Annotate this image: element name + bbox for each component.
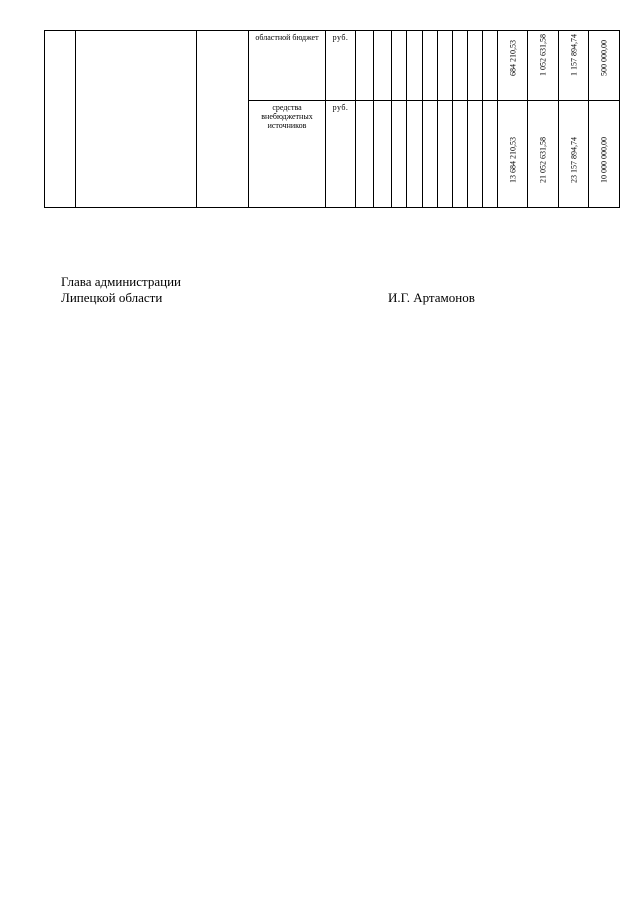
- empty-cell: [45, 31, 76, 208]
- value-text: 10 000 000,00: [599, 137, 609, 183]
- unit-cell: руб.: [326, 31, 356, 101]
- value-cell: [559, 31, 589, 101]
- empty-cell: [438, 101, 453, 208]
- value-cell: [498, 31, 528, 101]
- funding-source-cell: областной бюджет: [249, 31, 326, 101]
- empty-cell: [453, 31, 468, 101]
- value-text: 13 684 210,53: [508, 137, 517, 183]
- empty-cell: [197, 31, 249, 208]
- budget-table: [44, 30, 620, 208]
- empty-cell: [356, 31, 374, 101]
- value-text: 1 157 894,74: [569, 34, 578, 76]
- empty-cell: [483, 31, 498, 101]
- unit-cell: руб.: [326, 101, 356, 208]
- empty-cell: [407, 31, 423, 101]
- funding-source-cell: средства внебюджетных источников: [249, 101, 326, 208]
- empty-cell: [453, 101, 468, 208]
- signature-position-line: Глава администрации: [61, 274, 182, 289]
- empty-cell: [407, 101, 423, 208]
- empty-cell: [374, 101, 392, 208]
- signatory-name: И.Г. Артамонов: [388, 290, 475, 305]
- value-text: 684 210,53: [508, 40, 517, 76]
- value-cell: [498, 101, 528, 208]
- value-text: 500 000,00: [599, 40, 609, 76]
- empty-cell: [76, 31, 197, 208]
- value-cell: [589, 31, 620, 101]
- empty-cell: [392, 31, 407, 101]
- table-row: [45, 31, 620, 101]
- value-cell: [528, 31, 559, 101]
- empty-cell: [438, 31, 453, 101]
- value-cell: [589, 101, 620, 208]
- empty-cell: [468, 101, 483, 208]
- value-cell: [559, 101, 589, 208]
- value-text: 21 052 631,58: [538, 137, 548, 183]
- empty-cell: [374, 31, 392, 101]
- empty-cell: [483, 101, 498, 208]
- signature-position-line: Липецкой области: [61, 290, 163, 305]
- signature-block: [61, 274, 181, 306]
- empty-cell: [468, 31, 483, 101]
- value-text: 23 157 894,74: [569, 137, 578, 183]
- empty-cell: [392, 101, 407, 208]
- empty-cell: [423, 31, 438, 101]
- empty-cell: [423, 101, 438, 208]
- value-text: 1 052 631,58: [538, 34, 548, 76]
- value-cell: [528, 101, 559, 208]
- empty-cell: [356, 101, 374, 208]
